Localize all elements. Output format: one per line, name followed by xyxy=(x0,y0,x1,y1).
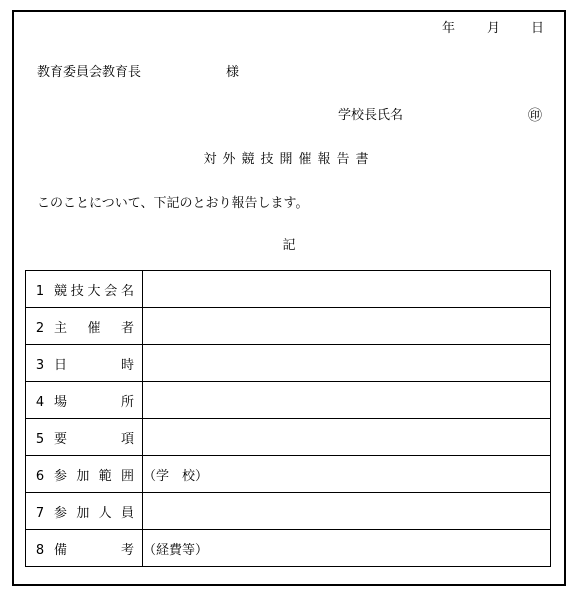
row-label: 場所 xyxy=(54,394,134,410)
row-label-cell xyxy=(26,271,143,308)
row-label: 備考 xyxy=(54,542,134,558)
row-label-cell xyxy=(26,345,143,382)
row-number: 8 xyxy=(35,542,45,558)
row-label: 参加範囲 xyxy=(54,468,134,484)
table-row xyxy=(26,493,551,530)
date-year-label: 年 xyxy=(442,21,456,36)
row-label-cell xyxy=(26,493,143,530)
table-row xyxy=(26,308,551,345)
row-label-cell xyxy=(26,419,143,456)
table-row xyxy=(26,419,551,456)
row-value-cell[interactable] xyxy=(143,271,551,308)
report-form-table xyxy=(25,270,551,567)
row-label: 日時 xyxy=(54,357,134,373)
row-value-cell[interactable]: （学 校） xyxy=(143,456,551,493)
seal-mark: ㊞ xyxy=(528,108,542,124)
recipient-title: 教育委員会教育長 xyxy=(37,65,142,80)
row-number: 1 xyxy=(35,283,45,299)
row-value-cell[interactable] xyxy=(143,419,551,456)
row-value-cell[interactable] xyxy=(143,382,551,419)
table-row xyxy=(26,382,551,419)
row-number: 5 xyxy=(35,431,45,447)
document-title: 対外競技開催報告書 xyxy=(203,152,375,167)
row-label: 主催者 xyxy=(54,320,134,336)
row-label-cell xyxy=(26,382,143,419)
table-row xyxy=(26,271,551,308)
row-label-cell xyxy=(26,308,143,345)
ki-heading: 記 xyxy=(282,238,296,253)
row-number: 4 xyxy=(35,394,45,410)
row-label: 参加人員 xyxy=(54,505,134,521)
row-label: 競技大会名 xyxy=(54,283,134,299)
table-row xyxy=(26,456,551,493)
row-value-cell[interactable] xyxy=(143,345,551,382)
row-value-cell[interactable] xyxy=(143,493,551,530)
recipient-honorific: 様 xyxy=(226,65,240,80)
row-number: 7 xyxy=(35,505,45,521)
principal-name-label: 学校長氏名 xyxy=(338,108,404,123)
row-label: 要項 xyxy=(54,431,134,447)
row-number: 2 xyxy=(35,320,45,336)
body-text: このことについて、下記のとおり報告します。 xyxy=(37,196,309,211)
row-value-cell[interactable]: （経費等） xyxy=(143,530,551,567)
row-label-cell xyxy=(26,530,143,567)
table-row xyxy=(26,530,551,567)
table-row xyxy=(26,345,551,382)
row-value-cell[interactable] xyxy=(143,308,551,345)
row-number: 6 xyxy=(35,468,45,484)
row-number: 3 xyxy=(35,357,45,373)
row-label-cell xyxy=(26,456,143,493)
date-month-label: 月 xyxy=(487,21,501,36)
date-day-label: 日 xyxy=(531,21,545,36)
